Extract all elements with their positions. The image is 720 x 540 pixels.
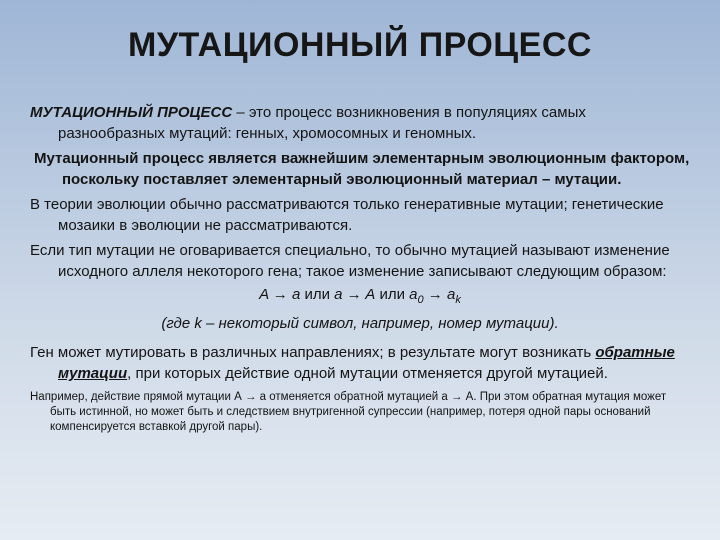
slide-body [30,102,690,435]
formula-or1: или [300,286,335,303]
definition-text: – это процесс возникновения в популяциях самых разнообразных мутаций: генных, хромосомных и геномных. [58,104,586,142]
notation-paragraph: Если тип мутации не оговаривается специально, то обычно мутацией называют изменение исходного аллеля некоторого гена; такое изменение записывают следующим образом: [30,242,670,280]
formula-subk: k [455,294,461,306]
formula-note: (где k – некоторый символ, например, номер мутации). [161,315,559,332]
reverse-text-end: , при которых действие одной мутации отменяется другой мутацией. [127,365,608,382]
reverse-text-start: Ген может мутировать в различных направлениях; в результате могут возникать [30,344,596,361]
factor-paragraph: Мутационный процесс является важнейшим элементарным эволюционным фактором, поскольку поставляет элементарный эволюционный материал – мутации. [34,150,690,188]
slide-title: МУТАЦИОННЫЙ ПРОЦЕСС [128,26,592,64]
formula-or2: или [375,286,410,303]
mutation-formula [30,284,690,311]
formula-a0: a [409,286,418,303]
reverse-mutation-term: обратные мутации [58,344,675,382]
example-paragraph: Например, действие прямой мутации А → а отменяется обратной мутацией а → А. При этом обратная мутация может быть истинной, но может быть и следствием внутригенной супрессии (например, потеря одной пары оснований компенсируется вставкой другой пары). [30,391,667,433]
formula-ak: a [446,286,456,303]
formula-part2: a → A [334,286,376,303]
theory-paragraph: В теории эволюции обычно рассматриваются только генеративные мутации; генетические мозаики в эволюции не рассматриваются. [30,196,664,234]
formula-sub0: 0 [417,294,424,306]
reverse-mutation-paragraph [30,342,690,384]
definition-term: МУТАЦИОННЫЙ ПРОЦЕСС [30,104,233,121]
definition-paragraph [30,102,690,144]
formula-part1: A → a [259,286,301,303]
formula-arrow: → [423,286,447,303]
